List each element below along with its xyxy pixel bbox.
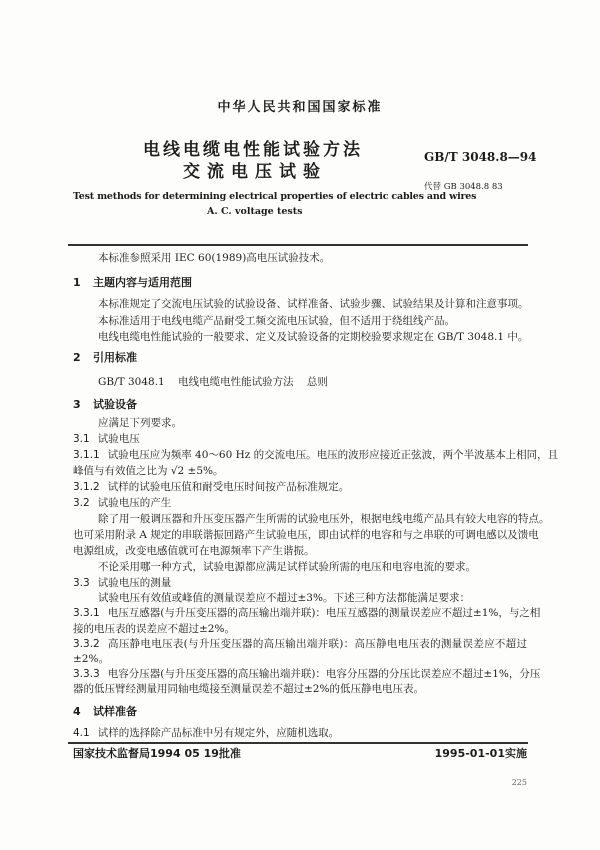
standard-code: GB/T 3048.8—94 [424, 150, 537, 164]
clause-3-3-2 [73, 637, 527, 651]
clause-text: 电压互感器(与升压变压器的高压输出端并联)：电压互感器的测量误差应不超过±1%，与之相 [107, 607, 541, 619]
clause-3-3-3 [73, 667, 541, 681]
clause-3-1-1 [73, 448, 559, 462]
clause-text: 试样的选择除产品标准中另有规定外，应随机选取。 [97, 727, 340, 739]
clause-number: 4.1 [73, 727, 90, 739]
clause-number: 3.1 [73, 433, 90, 445]
clause-text: 高压静电电压表(与升压变压器的高压输出端并联)：高压静电电压表的测量误差应不超过 [107, 638, 527, 650]
clause-number: 3.3 [73, 577, 90, 589]
section-1-heading [73, 276, 192, 290]
clause-text-cont: ±2%。 [73, 653, 109, 665]
footer-rule [68, 742, 528, 744]
paragraph: 本标准规定了交流电压试验的试验设备、试样准备、试验步骤、试验结果及计算和注意事项。 [98, 298, 529, 310]
clause-3-1 [73, 432, 140, 446]
intro-text: 本标准参照采用 IEC 60(1989)高电压试验技术。 [98, 252, 331, 264]
clause-title: 试验电压的产生 [97, 497, 172, 509]
section-number: 3 [73, 398, 81, 411]
clause-text: 电容分压器(与升压变压器的高压输出端并联)：电容分压器的分压比误差应不超过±1%，分压 [107, 668, 541, 680]
clause-number: 3.3.1 [73, 607, 100, 619]
section-number: 4 [73, 705, 81, 718]
clause-3-1-2 [73, 480, 349, 494]
clause-number: 3.3.2 [73, 638, 100, 650]
paragraph-cont: 电源组成，改变电感值就可在电源频率下产生谐振。 [73, 545, 315, 557]
clause-number: 3.1.1 [73, 449, 100, 461]
clause-text-cont: 接的电压表的误差应不超过±2%。 [73, 623, 235, 635]
clause-3-3-1 [73, 606, 541, 620]
paragraph: 不论采用哪一种方式，试验电源都应满足试样试验所需的电压和电容电流的要求。 [98, 561, 476, 573]
section-4-heading [73, 705, 137, 719]
title-en-2: A. C. voltage tests [207, 206, 303, 217]
clause-text-cont: 峰值与有效值之比为 √2 ±5%。 [73, 465, 224, 477]
reference-item: GB/T 3048.1 电线电缆电性能试验方法 总则 [98, 376, 328, 388]
section-number: 2 [73, 351, 81, 364]
clause-title: 试验电压的测量 [97, 577, 172, 589]
clause-text: 试验电压应为频率 40～60 Hz 的交流电压。电压的波形应接近正弦波，两个半波基本上相同，且 [107, 449, 559, 461]
clause-3-2 [73, 496, 171, 510]
paragraph: 电线电缆电性能试验的一般要求、定义及试验设备的定期校验要求规定在 GB/T 3048.1 中。 [98, 331, 529, 343]
section-title: 试验设备 [93, 398, 137, 411]
replaces-note: 代替 GB 3048.8 83 [424, 182, 503, 192]
clause-text: 试样的试验电压值和耐受电压时间按产品标准规定。 [107, 481, 350, 493]
title-cn-1: 电线电缆电性能试验方法 [143, 140, 363, 160]
section-2-heading [73, 351, 137, 365]
clause-title: 试验电压 [97, 433, 140, 445]
section-3-heading [73, 398, 137, 412]
title-cn-2: 交流电压试验 [183, 162, 327, 182]
clause-number: 3.3.3 [73, 668, 100, 680]
clause-4-1 [73, 726, 339, 740]
approval-text: 国家技术监督局1994 05 19批准 [73, 747, 241, 760]
effective-date: 1995-01-01实施 [434, 747, 527, 760]
clause-number: 3.1.2 [73, 481, 100, 493]
page-number: 225 [511, 778, 527, 787]
section-title: 引用标准 [93, 351, 137, 364]
paragraph: 除了用一般调压器和升压变压器产生所需的试验电压外，根据电线电缆产品具有较大电容的特点。 [98, 513, 550, 525]
national-standard-label: 中华人民共和国国家标准 [217, 100, 383, 115]
paragraph: 试验电压有效值或峰值的测量误差应不超过±3%。下述三种方法都能满足要求： [98, 592, 470, 604]
section-title: 试样准备 [93, 705, 137, 718]
header-rule [68, 244, 528, 246]
paragraph: 本标准适用于电线电缆产品耐受工频交流电压试验，但不适用于绕组线产品。 [98, 315, 455, 327]
title-en-1: Test methods for determining electrical properties of electric cables and wires [73, 191, 477, 202]
clause-3-3 [73, 576, 171, 590]
paragraph: 应满足下列要求。 [98, 417, 182, 429]
clause-number: 3.2 [73, 497, 90, 509]
section-title: 主题内容与适用范围 [93, 276, 192, 289]
paragraph-cont: 也可采用附录 A 规定的串联谐振回路产生试验电压，即由试样的电容和与之串联的可调电感以及馈电 [73, 529, 539, 541]
clause-text-cont: 器的低压臂经测量用同轴电缆接至测量误差不超过±2%的低压静电电压表。 [73, 683, 424, 695]
section-number: 1 [73, 276, 81, 289]
